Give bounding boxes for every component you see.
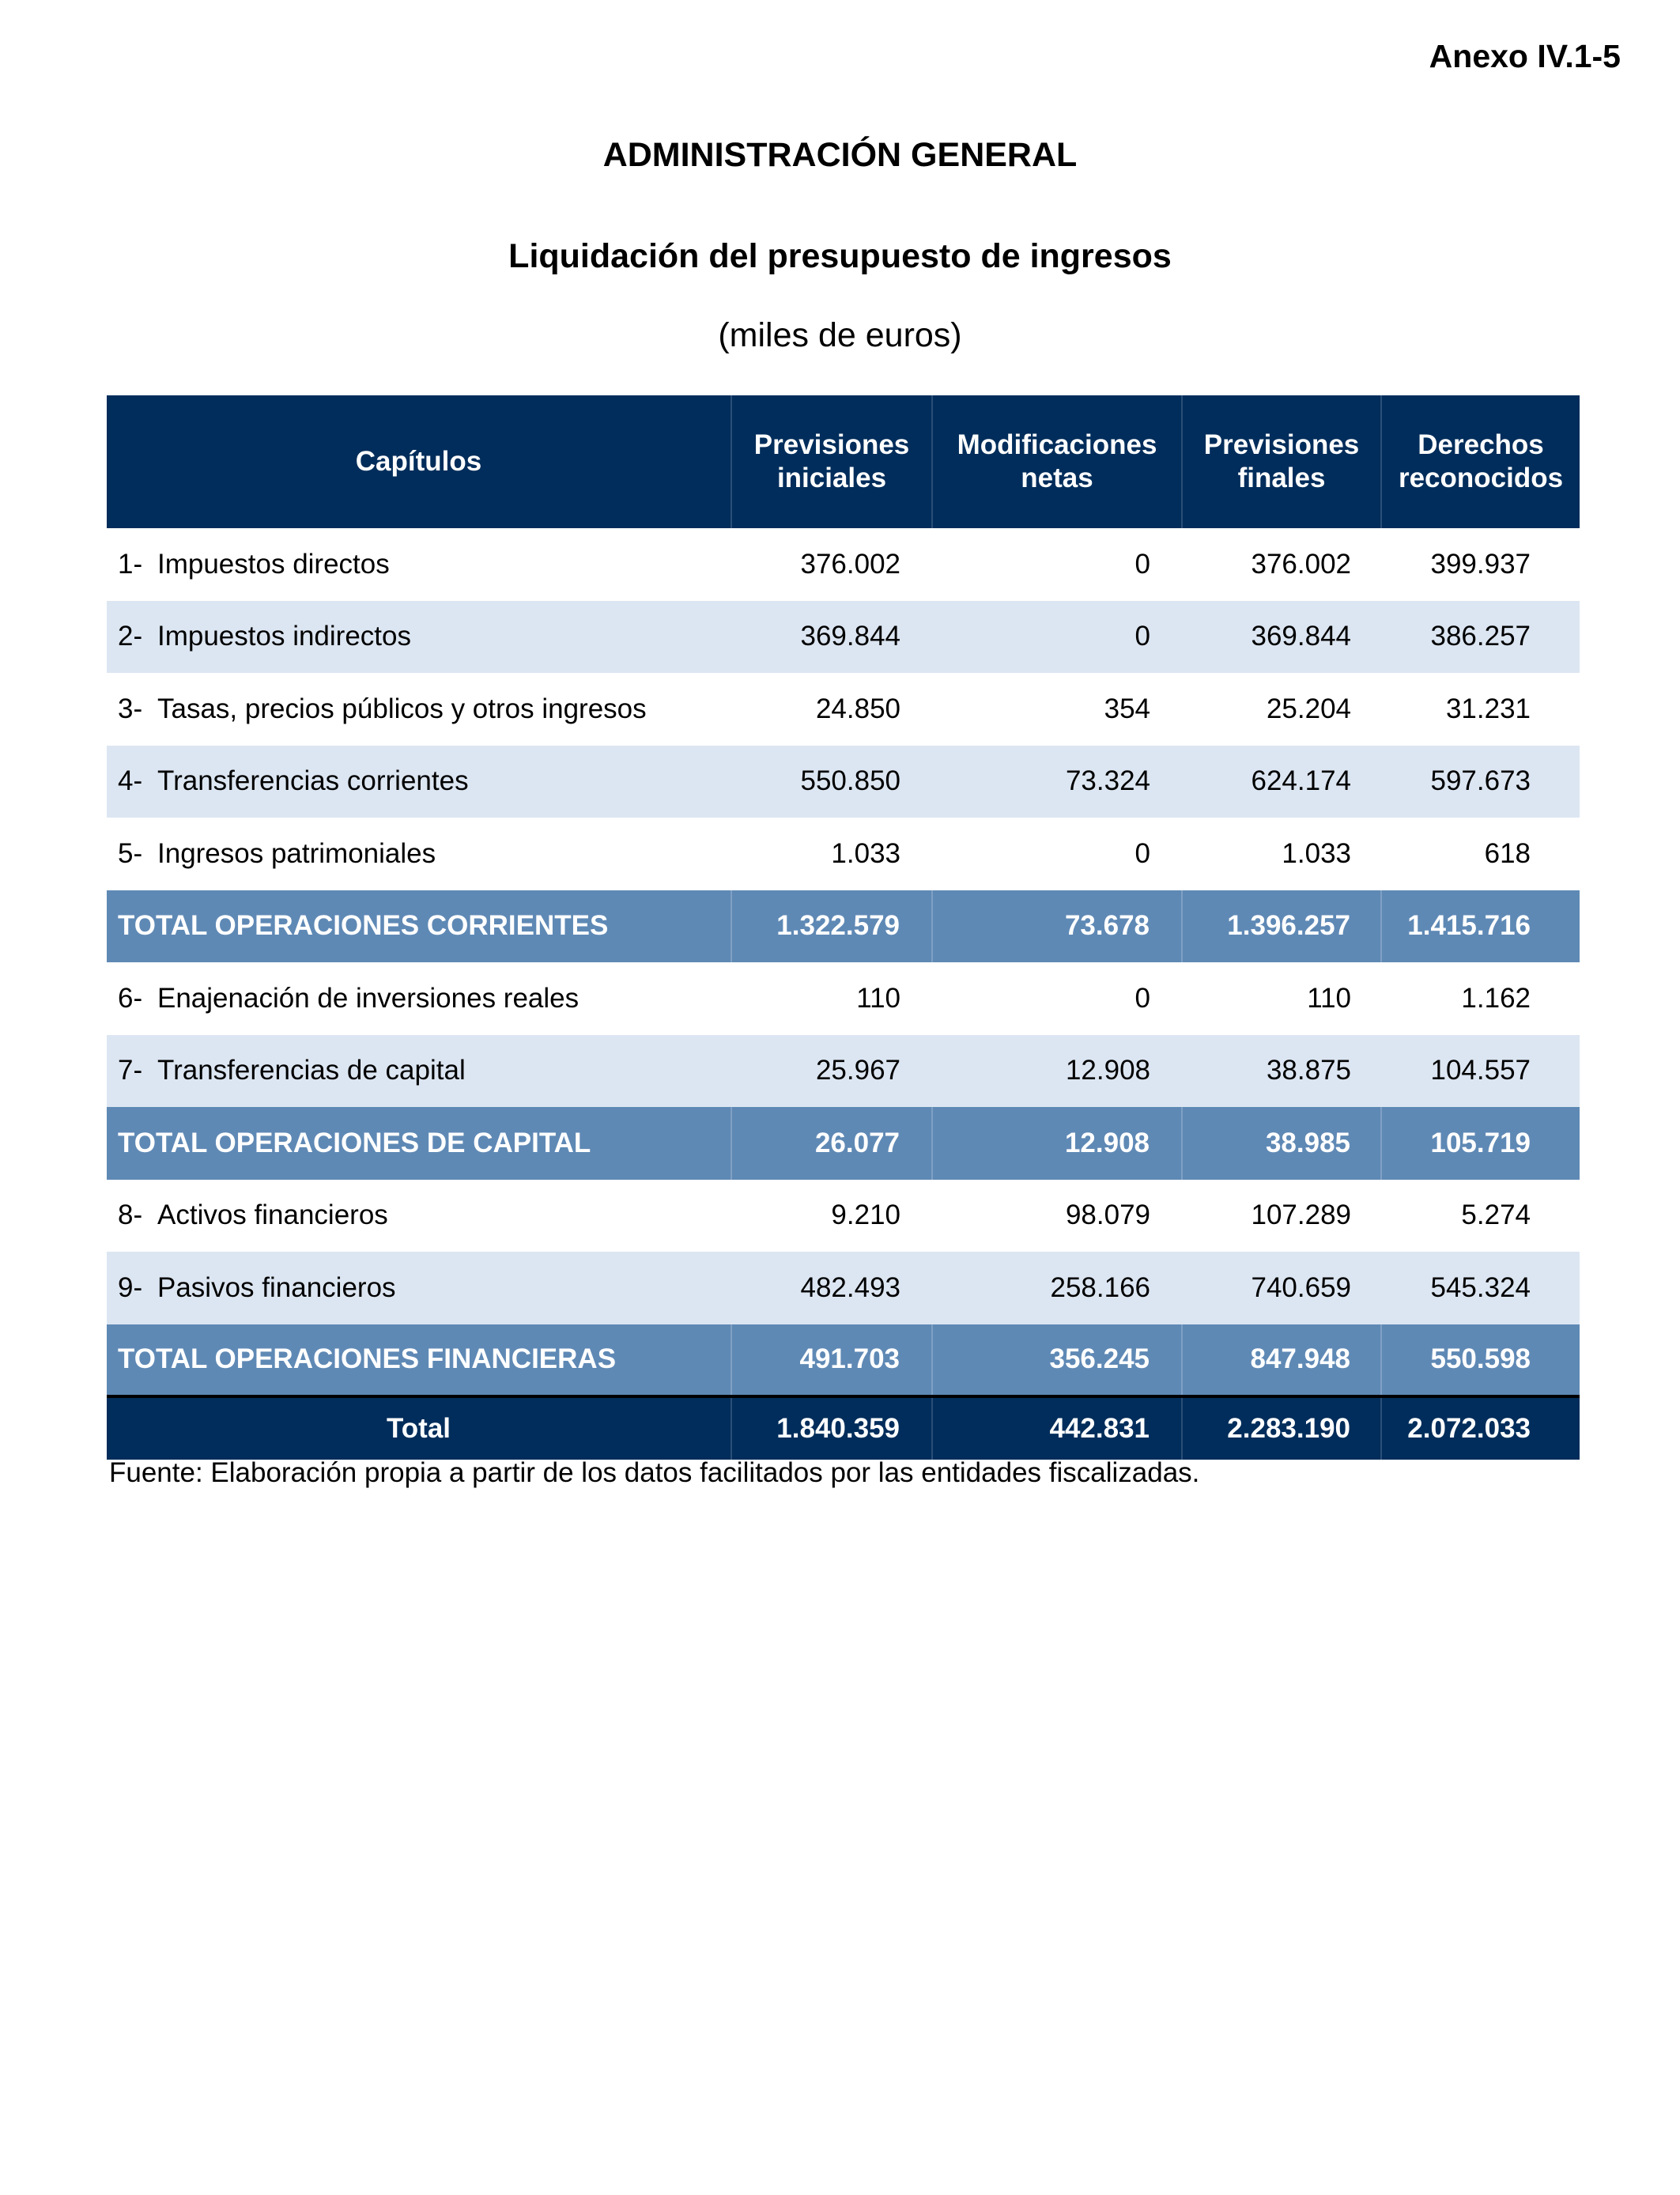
chapter-number: 7- [118, 1055, 143, 1086]
cell-value: 1.033 [1282, 837, 1352, 869]
table-row [107, 1180, 1580, 1252]
chapter-number: 2- [118, 621, 143, 652]
chapter-name: Ingresos patrimoniales [157, 837, 436, 869]
cell-value: 104.557 [1430, 1055, 1531, 1086]
cell-value: 258.166 [1050, 1271, 1151, 1303]
cell-value: 0 [1134, 548, 1151, 580]
chapter-number: 9- [118, 1271, 143, 1303]
cell-value: 73.324 [1065, 765, 1151, 797]
source-note: Fuente: Elaboración propia a partir de los datos facilitados por las entidades fiscalizadas. [109, 1457, 1200, 1488]
subtotal-label: TOTAL OPERACIONES FINANCIERAS [118, 1343, 617, 1375]
cell-value: 740.659 [1251, 1271, 1352, 1303]
chapter-name: Pasivos financieros [157, 1271, 396, 1303]
table-row [107, 818, 1580, 890]
cell-value: 618 [1484, 837, 1531, 869]
subtotal-label: TOTAL OPERACIONES DE CAPITAL [118, 1127, 591, 1158]
chapter-name: Impuestos indirectos [157, 621, 411, 652]
grand-total-row [107, 1396, 1580, 1460]
cell-value: 9.210 [831, 1200, 901, 1231]
col-header-line: iniciales [776, 463, 887, 493]
col-header-line: Modificaciones [957, 429, 1157, 460]
cell-value: 98.079 [1065, 1200, 1151, 1231]
units-note: (miles de euros) [718, 316, 962, 354]
budget-table [107, 395, 1580, 1460]
chapter-number: 6- [118, 982, 143, 1014]
col-header-initial-forecast [731, 395, 932, 528]
chapter-number: 5- [118, 837, 143, 869]
cell-value: 1.840.359 [731, 1396, 932, 1460]
subtotal-row [107, 1107, 1580, 1180]
col-header-line: Derechos [1418, 429, 1544, 460]
chapter-name: Transferencias de capital [157, 1055, 466, 1086]
cell-value: 31.231 [1445, 693, 1531, 724]
cell-value: 369.844 [800, 621, 901, 652]
cell-value: 2.072.033 [1381, 1396, 1580, 1460]
col-header-line: netas [1021, 463, 1093, 493]
cell-value: 376.002 [800, 548, 901, 580]
cell-value: 110 [1307, 982, 1352, 1014]
cell-value: 847.948 [1182, 1324, 1381, 1397]
page-subtitle: Liquidación del presupuesto de ingresos [508, 237, 1172, 275]
cell-value: 399.937 [1430, 548, 1531, 580]
cell-value: 624.174 [1251, 765, 1352, 797]
cell-value: 26.077 [731, 1107, 932, 1180]
cell-value: 545.324 [1430, 1271, 1531, 1303]
subtotal-row [107, 1324, 1580, 1397]
cell-value: 1.322.579 [731, 890, 932, 963]
cell-value: 0 [1134, 982, 1151, 1014]
table-row [107, 962, 1580, 1035]
cell-value: 442.831 [932, 1396, 1182, 1460]
cell-value: 0 [1134, 837, 1151, 869]
table-row [107, 746, 1580, 818]
page-title: ADMINISTRACIÓN GENERAL [602, 136, 1078, 174]
cell-value: 1.162 [1461, 982, 1531, 1014]
chapter-number: 8- [118, 1200, 143, 1231]
table-header-row [107, 395, 1580, 528]
table-row [107, 601, 1580, 674]
cell-value: 2.283.190 [1182, 1396, 1381, 1460]
subtotal-label: TOTAL OPERACIONES CORRIENTES [118, 910, 609, 942]
chapter-name: Enajenación de inversiones reales [157, 982, 580, 1014]
cell-value: 105.719 [1381, 1107, 1580, 1180]
col-header-line: reconocidos [1398, 463, 1564, 493]
chapter-name: Tasas, precios públicos y otros ingresos [157, 693, 647, 724]
col-header-line: Previsiones [1203, 429, 1360, 460]
cell-value: 386.257 [1430, 621, 1531, 652]
annex-label: Anexo IV.1-5 [1429, 38, 1621, 74]
cell-value: 110 [856, 982, 901, 1014]
cell-value: 356.245 [932, 1324, 1182, 1397]
chapter-number: 4- [118, 765, 143, 797]
cell-value: 550.598 [1381, 1324, 1580, 1397]
cell-value: 107.289 [1251, 1200, 1352, 1231]
cell-value: 73.678 [932, 890, 1182, 963]
col-header-line: finales [1237, 463, 1326, 493]
cell-value: 550.850 [800, 765, 901, 797]
grand-total-label: Total [387, 1413, 451, 1444]
chapter-name: Activos financieros [157, 1200, 388, 1231]
chapter-number: 3- [118, 693, 143, 724]
cell-value: 482.493 [800, 1271, 901, 1303]
cell-value: 24.850 [815, 693, 901, 724]
table-row [107, 1252, 1580, 1324]
col-header-net-changes [932, 395, 1182, 528]
cell-value: 354 [1104, 693, 1151, 724]
cell-value: 1.396.257 [1182, 890, 1381, 963]
col-header-chapters: Capítulos [107, 395, 731, 528]
cell-value: 597.673 [1430, 765, 1531, 797]
cell-value: 25.967 [815, 1055, 901, 1086]
col-header-final-forecast [1182, 395, 1381, 528]
chapter-name: Impuestos directos [157, 548, 390, 580]
subtotal-row [107, 890, 1580, 963]
chapter-name: Transferencias corrientes [157, 765, 469, 797]
cell-value: 369.844 [1251, 621, 1352, 652]
table-row [107, 1035, 1580, 1108]
cell-value: 38.985 [1182, 1107, 1381, 1180]
cell-value: 5.274 [1461, 1200, 1531, 1231]
cell-value: 376.002 [1251, 548, 1352, 580]
cell-value: 1.415.716 [1381, 890, 1580, 963]
cell-value: 25.204 [1266, 693, 1352, 724]
table-row [107, 528, 1580, 601]
cell-value: 0 [1134, 621, 1151, 652]
col-header-line: Previsiones [753, 429, 910, 460]
cell-value: 12.908 [1065, 1055, 1151, 1086]
cell-value: 12.908 [932, 1107, 1182, 1180]
chapter-number: 1- [118, 548, 143, 580]
cell-value: 491.703 [731, 1324, 932, 1397]
cell-value: 1.033 [831, 837, 901, 869]
table-row [107, 673, 1580, 746]
col-header-recognized-rights [1381, 395, 1580, 528]
cell-value: 38.875 [1266, 1055, 1352, 1086]
